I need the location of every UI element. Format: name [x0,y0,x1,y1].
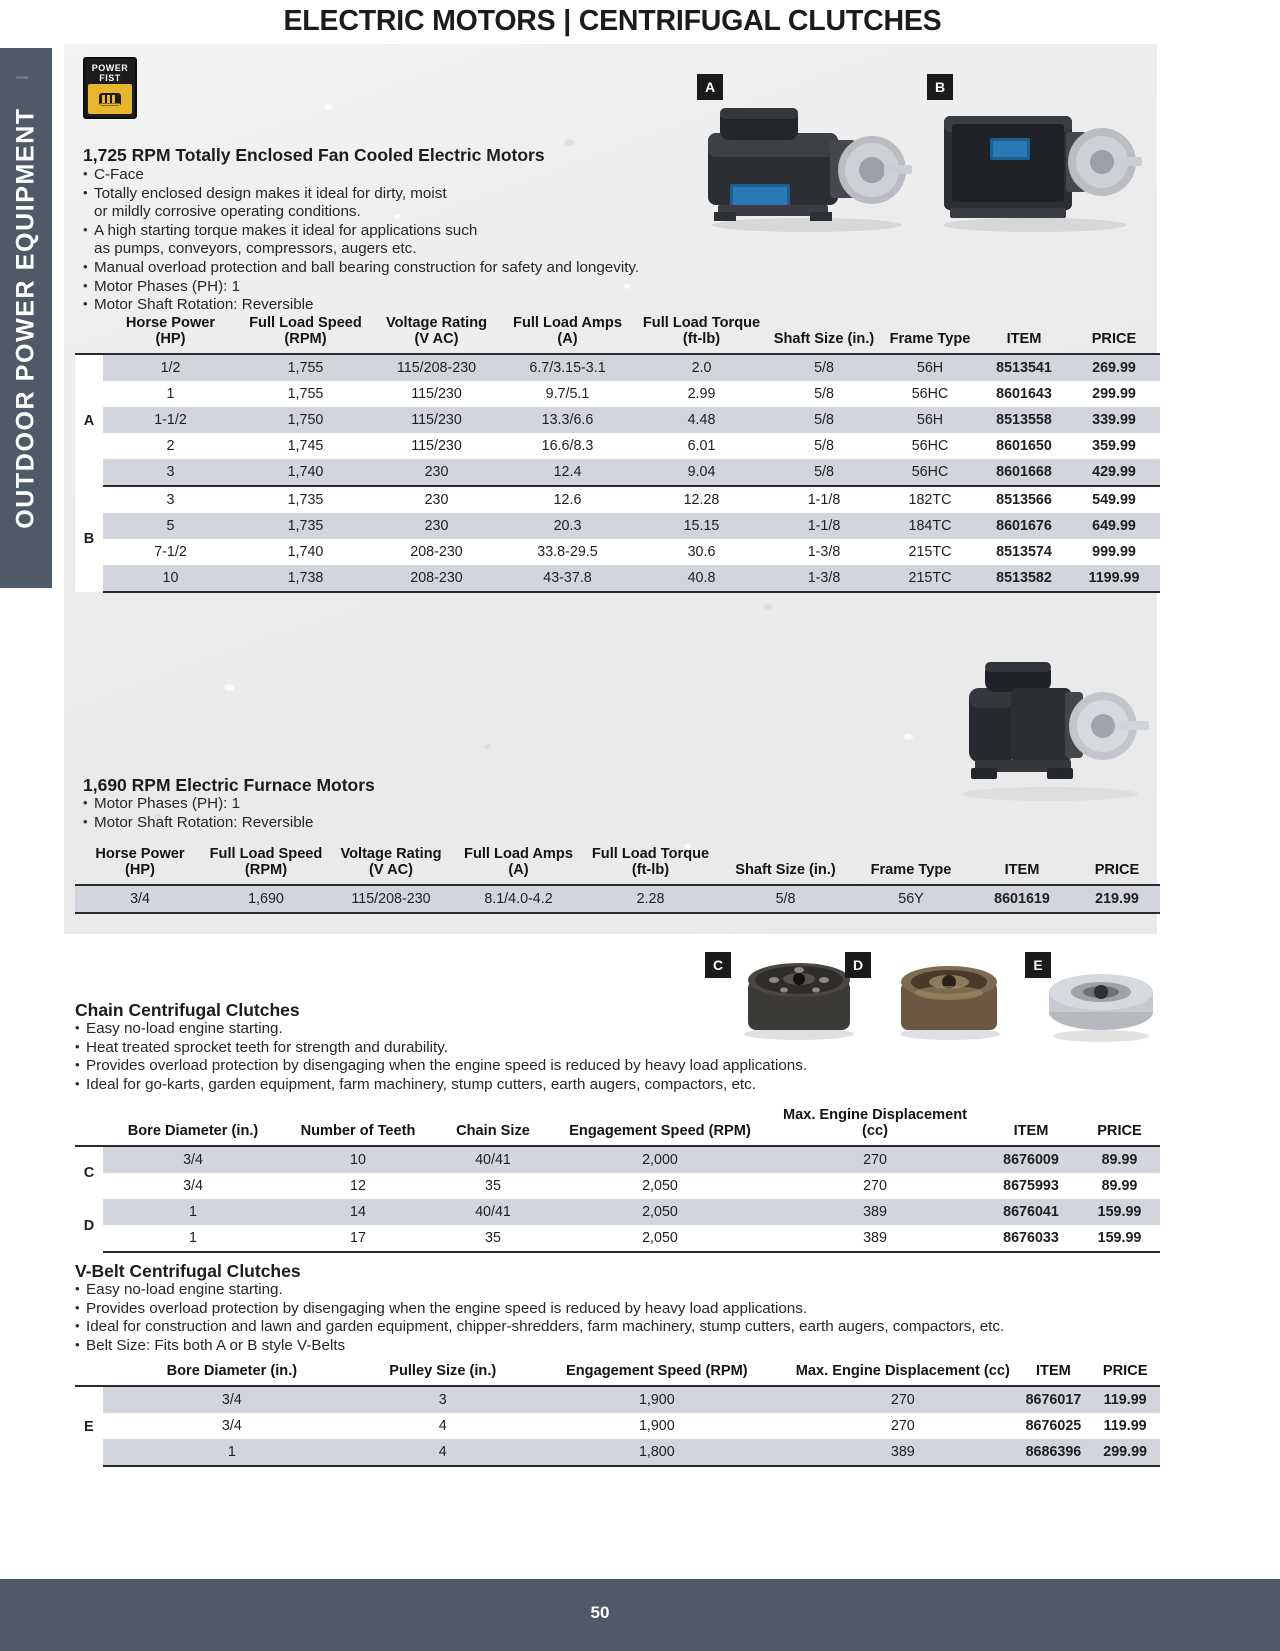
cell-displacement: 389 [789,1439,1016,1466]
cell-teeth: 17 [283,1225,433,1252]
col-full-load-speed: Full Load Speed (RPM) [249,315,362,347]
cell-item: 8676033 [983,1225,1079,1252]
cell-displacement: 389 [767,1225,983,1252]
cell-price: 219.99 [1074,885,1160,913]
cell-amps: 43-37.8 [500,565,635,592]
cell-teeth: 12 [283,1173,433,1199]
chain-clutch-heading: Chain Centrifugal Clutches [75,1000,300,1020]
col-voltage-rating: Voltage Rating (V AC) [340,846,442,878]
cell-amps: 12.6 [500,486,635,513]
vbelt-clutch-heading: V-Belt Centrifugal Clutches [75,1261,301,1281]
cell-speed: 1,800 [525,1439,790,1466]
cell-torque: 2.99 [635,381,768,407]
table-row [75,407,1160,433]
motors-bullet: • Totally enclosed design makes it ideal for dirty, moist [83,185,639,204]
cell-item: 8676025 [1017,1413,1091,1439]
col-price: PRICE [1102,1363,1148,1379]
cell-frame: 56Y [852,885,970,913]
cell-amps: 9.7/5.1 [500,381,635,407]
col-bore-diameter: Bore Diameter (in.) [166,1363,298,1379]
cell-shaft: 1-1/8 [768,513,880,539]
col-frame-type: Frame Type [889,331,971,347]
table-row [75,1386,1160,1413]
cell-displacement: 270 [789,1386,1016,1413]
col-full-load-amps: Full Load Amps (A) [513,315,622,347]
col-max-engine-displacement: Max. Engine Displacement (cc) [795,1363,1010,1379]
cell-volts: 208-230 [373,565,500,592]
cell-frame: 56HC [880,381,980,407]
cell-frame: 215TC [880,565,980,592]
table-row [75,1173,1160,1199]
cell-volts: 230 [373,459,500,486]
cell-torque: 6.01 [635,433,768,459]
table-row [75,1146,1160,1173]
vbelt-clutch-photo-e [1042,962,1160,1042]
group-col-header [75,312,103,354]
cell-hp: 10 [103,565,238,592]
col-item: ITEM [1006,331,1042,347]
page-header [0,0,1280,44]
furnace-spec-table [75,843,1160,914]
page-number: 50 [590,1603,610,1622]
cell-rpm: 1,745 [238,433,373,459]
motor-photo-a [700,88,915,233]
cell-speed: 2,050 [553,1173,767,1199]
cell-item: 8686396 [1017,1439,1091,1466]
furnace-bullet: • Motor Phases (PH): 1 [83,795,313,814]
cell-shaft: 5/8 [768,459,880,486]
col-full-load-torque: Full Load Torque (ft-lb) [591,846,710,878]
cell-shaft: 5/8 [768,381,880,407]
col-horse-power: Horse Power (HP) [95,846,185,878]
cell-shaft: 1-1/8 [768,486,880,513]
col-max-engine-displacement: Max. Engine Displacement (cc) [782,1107,968,1139]
col-horse-power: Horse Power (HP) [125,315,216,347]
chain-clutch-bullet-list [75,1020,807,1094]
cell-chain-size: 40/41 [433,1146,553,1173]
table-header-row [75,1360,1160,1386]
cell-price: 359.99 [1068,433,1160,459]
cell-shaft: 5/8 [768,433,880,459]
col-pulley-size: Pulley Size (in.) [389,1363,497,1379]
photo-badge-d: D [845,952,871,978]
cell-price: 299.99 [1090,1439,1160,1466]
cell-rpm: 1,690 [205,885,327,913]
cell-bore: 3/4 [103,1146,283,1173]
cell-volts: 115/208-230 [373,354,500,381]
cell-shaft: 1-3/8 [768,539,880,565]
cell-volts: 230 [373,486,500,513]
vbelt-clutch-table [75,1360,1160,1467]
cell-torque: 2.0 [635,354,768,381]
cell-volts: 208-230 [373,539,500,565]
motors-bullet: • A high starting torque makes it ideal for applications such [83,222,639,241]
group-label-b: B [75,486,103,592]
cell-item: 8601643 [980,381,1068,407]
cell-speed: 2,050 [553,1225,767,1252]
cell-frame: 56H [880,407,980,433]
motors-spec-table [75,312,1160,593]
cell-item: 8601676 [980,513,1068,539]
group-col-header [75,1104,103,1146]
cell-torque: 4.48 [635,407,768,433]
motors-bullet: • Motor Phases (PH): 1 [83,278,639,297]
cell-amps: 6.7/3.15-3.1 [500,354,635,381]
page-footer [0,1579,1280,1651]
cell-bore: 3/4 [103,1386,361,1413]
table-row [75,513,1160,539]
cell-shaft: 1-3/8 [768,565,880,592]
cell-bore: 1 [103,1439,361,1466]
cell-shaft: 5/8 [768,354,880,381]
table-row [75,1225,1160,1252]
table-row [75,459,1160,486]
cell-speed: 2,000 [553,1146,767,1173]
power-fist-logo-text: POWER FIST [91,63,129,83]
cell-frame: 182TC [880,486,980,513]
cell-rpm: 1,755 [238,381,373,407]
cell-hp: 1 [103,381,238,407]
cell-item: 8513541 [980,354,1068,381]
cell-torque: 12.28 [635,486,768,513]
cell-speed: 2,050 [553,1199,767,1225]
cell-bore: 1 [103,1199,283,1225]
col-full-load-speed: Full Load Speed (RPM) [209,846,323,878]
cell-price: 649.99 [1068,513,1160,539]
cell-price: 339.99 [1068,407,1160,433]
cell-amps: 12.4 [500,459,635,486]
cell-bore: 3/4 [103,1173,283,1199]
furnace-motor-photo [955,648,1155,803]
cell-displacement: 389 [767,1199,983,1225]
cell-frame: 215TC [880,539,980,565]
cell-hp: 1-1/2 [103,407,238,433]
page-title: ELECTRIC MOTORS | CENTRIFUGAL CLUTCHES [283,5,942,37]
table-row [75,885,1160,913]
cell-hp: 3 [103,486,238,513]
photo-badge-e: E [1025,952,1051,978]
motors-bullet: • C-Face [83,166,639,185]
cell-pulley: 4 [361,1413,525,1439]
vbelt-bullet: • Belt Size: Fits both A or B style V-Belts [75,1337,1004,1356]
sidebar-category-tab [0,48,52,588]
cell-price: 119.99 [1090,1386,1160,1413]
cell-price: 269.99 [1068,354,1160,381]
motor-photo-b [930,88,1145,233]
cell-item: 8676017 [1017,1386,1091,1413]
cell-item: 8601668 [980,459,1068,486]
motors-bullet-cont: as pumps, conveyors, compressors, augers etc. [94,240,417,258]
cell-rpm: 1,755 [238,354,373,381]
col-item: ITEM [1004,862,1040,878]
cell-rpm: 1,740 [238,539,373,565]
cell-hp: 1/2 [103,354,238,381]
col-engagement-speed: Engagement Speed (RPM) [569,1123,751,1139]
chain-bullet: • Provides overload protection by disengaging when the engine speed is reduced by heavy load applications. [75,1057,807,1076]
cell-chain-size: 35 [433,1225,553,1252]
cell-torque: 40.8 [635,565,768,592]
cell-frame: 56HC [880,459,980,486]
table-header-row [75,1104,1160,1146]
furnace-bullet-list [83,795,313,832]
table-row [75,1199,1160,1225]
cell-displacement: 270 [767,1173,983,1199]
cell-displacement: 270 [789,1413,1016,1439]
cell-amps: 8.1/4.0-4.2 [455,885,582,913]
group-label-e: E [75,1386,103,1466]
cell-volts: 115/230 [373,407,500,433]
vbelt-bullet: • Provides overload protection by disengaging when the engine speed is reduced by heavy load applications. [75,1300,1004,1319]
col-shaft-size: Shaft Size (in.) [735,862,836,878]
chain-bullet: • Easy no-load engine starting. [75,1020,807,1039]
motors-bullet: • Manual overload protection and ball bearing construction for safety and longevity. [83,259,639,278]
chain-clutch-table [75,1104,1160,1253]
col-price: PRICE [1097,1123,1142,1139]
motors-bullet-list [83,166,639,315]
table-row [75,433,1160,459]
table-row [75,1413,1160,1439]
col-frame-type: Frame Type [870,862,952,878]
cell-amps: 33.8-29.5 [500,539,635,565]
table-row [75,486,1160,513]
table-header-row [75,843,1160,885]
col-item: ITEM [1035,1363,1071,1379]
col-engagement-speed: Engagement Speed (RPM) [566,1363,748,1379]
sidebar-category-label: OUTDOOR POWER EQUIPMENT [11,107,40,529]
cell-price: 299.99 [1068,381,1160,407]
cell-item: 8513566 [980,486,1068,513]
cell-amps: 20.3 [500,513,635,539]
cell-rpm: 1,735 [238,513,373,539]
cell-displacement: 270 [767,1146,983,1173]
cell-torque: 9.04 [635,459,768,486]
motors-heading: 1,725 RPM Totally Enclosed Fan Cooled Electric Motors [83,145,545,165]
group-label-a: A [75,354,103,486]
cell-speed: 1,900 [525,1386,790,1413]
col-price: PRICE [1094,862,1140,878]
cell-item: 8676009 [983,1146,1079,1173]
col-item: ITEM [1013,1123,1049,1139]
furnace-bullet: • Motor Shaft Rotation: Reversible [83,814,313,833]
cell-hp: 7-1/2 [103,539,238,565]
cell-volts: 115/208-230 [327,885,455,913]
power-fist-logo [83,57,137,119]
cell-item: 8513582 [980,565,1068,592]
cell-amps: 13.3/6.6 [500,407,635,433]
cell-bore: 3/4 [103,1413,361,1439]
table-row [75,1439,1160,1466]
cell-frame: 184TC [880,513,980,539]
cell-rpm: 1,750 [238,407,373,433]
table-row [75,539,1160,565]
cell-price: 159.99 [1079,1225,1160,1252]
cell-price: 999.99 [1068,539,1160,565]
cell-shaft: 5/8 [768,407,880,433]
table-row [75,565,1160,592]
cell-rpm: 1,740 [238,459,373,486]
cell-hp: 3 [103,459,238,486]
cell-price: 89.99 [1079,1173,1160,1199]
chain-bullet: • Ideal for go-karts, garden equipment, farm machinery, stump cutters, earth augers, compactors, etc. [75,1076,807,1095]
cell-price: 119.99 [1090,1413,1160,1439]
group-col-header [75,1360,103,1386]
col-chain-size: Chain Size [456,1123,530,1139]
cell-price: 1199.99 [1068,565,1160,592]
vbelt-clutch-bullet-list [75,1281,1004,1355]
cell-item: 8513574 [980,539,1068,565]
photo-badge-c: C [705,952,731,978]
cell-bore: 1 [103,1225,283,1252]
group-label-d: D [75,1199,103,1252]
group-label-c: C [75,1146,103,1199]
col-number-of-teeth: Number of Teeth [300,1123,416,1139]
motors-bullet: • Motor Shaft Rotation: Reversible [83,296,639,315]
cell-amps: 16.6/8.3 [500,433,635,459]
col-shaft-size: Shaft Size (in.) [773,331,875,347]
cell-hp: 2 [103,433,238,459]
cell-shaft: 5/8 [719,885,852,913]
cell-volts: 115/230 [373,381,500,407]
cell-item: 8513558 [980,407,1068,433]
furnace-heading: 1,690 RPM Electric Furnace Motors [83,775,375,795]
fist-icon [88,84,132,114]
cell-hp: 3/4 [75,885,205,913]
chain-bullet: • Heat treated sprocket teeth for strength and durability. [75,1039,807,1058]
cell-item: 8676041 [983,1199,1079,1225]
col-voltage-rating: Voltage Rating (V AC) [385,315,488,347]
cell-price: 429.99 [1068,459,1160,486]
col-bore-diameter: Bore Diameter (in.) [127,1123,259,1139]
col-price: PRICE [1091,331,1137,347]
photo-badge-a: A [697,74,723,100]
cell-pulley: 4 [361,1439,525,1466]
chain-clutch-photo-d [885,958,1015,1040]
cell-volts: 230 [373,513,500,539]
cell-speed: 1,900 [525,1413,790,1439]
sidebar-dash-icon [16,76,28,79]
motors-bullet-cont: or mildly corrosive operating conditions. [94,203,361,221]
photo-badge-b: B [927,74,953,100]
cell-price: 159.99 [1079,1199,1160,1225]
cell-rpm: 1,738 [238,565,373,592]
table-row [75,381,1160,407]
cell-teeth: 14 [283,1199,433,1225]
cell-rpm: 1,735 [238,486,373,513]
cell-item: 8675993 [983,1173,1079,1199]
cell-frame: 56HC [880,433,980,459]
vbelt-bullet: • Ideal for construction and lawn and garden equipment, chipper-shredders, farm machinery, stump cutters, earth augers, compactors, etc. [75,1318,1004,1337]
col-full-load-torque: Full Load Torque (ft-lb) [642,315,761,347]
cell-volts: 115/230 [373,433,500,459]
cell-torque: 30.6 [635,539,768,565]
vbelt-bullet: • Easy no-load engine starting. [75,1281,1004,1300]
cell-chain-size: 35 [433,1173,553,1199]
cell-torque: 2.28 [582,885,719,913]
cell-torque: 15.15 [635,513,768,539]
cell-item: 8601619 [970,885,1074,913]
col-full-load-amps: Full Load Amps (A) [464,846,573,878]
table-row [75,354,1160,381]
cell-teeth: 10 [283,1146,433,1173]
cell-chain-size: 40/41 [433,1199,553,1225]
cell-price: 549.99 [1068,486,1160,513]
cell-item: 8601650 [980,433,1068,459]
cell-hp: 5 [103,513,238,539]
table-header-row [75,312,1160,354]
cell-pulley: 3 [361,1386,525,1413]
cell-frame: 56H [880,354,980,381]
cell-price: 89.99 [1079,1146,1160,1173]
